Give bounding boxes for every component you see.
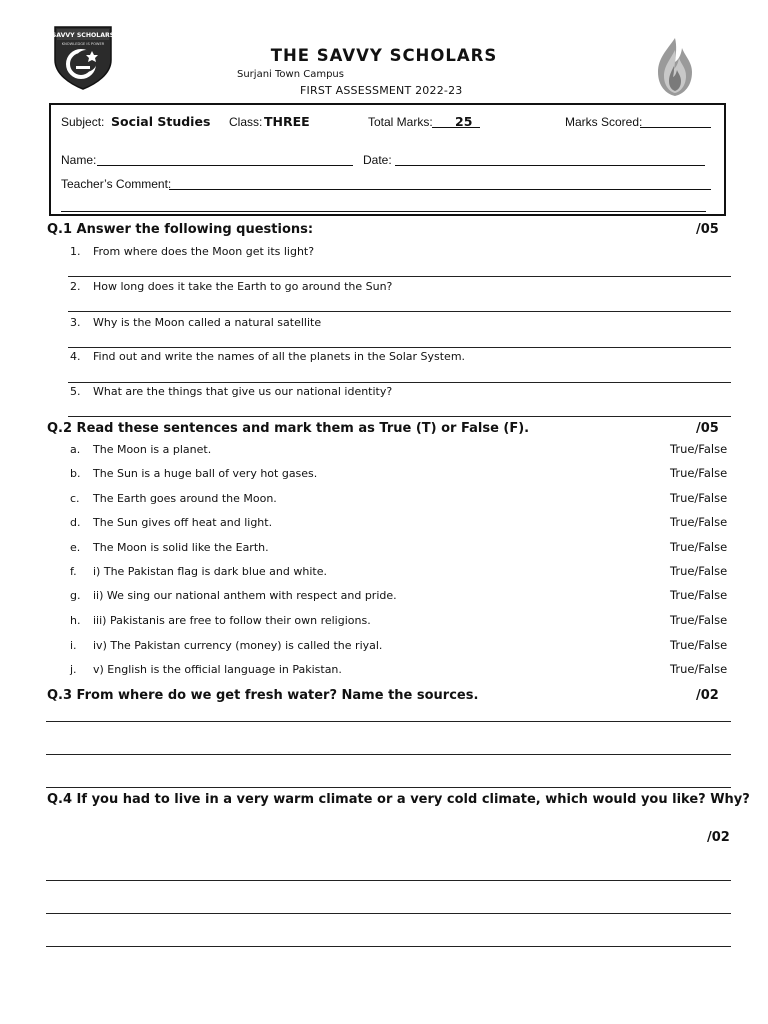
q1-heading: Q.1 Answer the following questions: — [47, 222, 314, 237]
date-label: Date: — [363, 153, 392, 167]
q2-item-g-letter: g. — [70, 589, 81, 602]
q2-marks: /05 — [696, 421, 719, 436]
q4-marks: /02 — [707, 830, 730, 845]
q2-item-a-letter: a. — [70, 443, 81, 456]
q2-item-g-answer[interactable]: True/False — [670, 588, 728, 602]
q2-item-d-answer[interactable]: True/False — [670, 515, 728, 529]
q2-item-g-text: ii) We sing our national anthem with respect and pride. — [93, 589, 397, 602]
school-name: THE SAVVY SCHOLARS — [270, 46, 498, 65]
q3-heading: Q.3 From where do we get fresh water? Name the sources. — [47, 688, 479, 703]
q3-answer-line-2[interactable] — [46, 754, 731, 755]
q2-item-j-answer[interactable]: True/False — [670, 662, 728, 676]
q2-item-i-answer[interactable]: True/False — [670, 638, 728, 652]
q1-item-3-text: Why is the Moon called a natural satellite — [93, 316, 322, 329]
q2-item-j-letter: j. — [70, 663, 77, 676]
q2-item-h-text: iii) Pakistanis are free to follow their own religions. — [93, 614, 371, 627]
q3-answer-line-1[interactable] — [46, 721, 731, 722]
q3-marks: /02 — [696, 688, 719, 703]
logo-motto: KNOWLEDGE IS POWER — [61, 42, 105, 46]
q1-answer-line-4[interactable] — [68, 382, 731, 383]
q2-item-b-letter: b. — [70, 467, 81, 480]
q2-item-a-answer[interactable]: True/False — [670, 442, 728, 456]
q2-item-b-text: The Sun is a huge ball of very hot gases. — [93, 467, 318, 480]
total-marks-label: Total Marks: — [368, 115, 433, 129]
q1-item-2-number: 2. — [70, 280, 81, 293]
q4-answer-line-3[interactable] — [46, 946, 731, 947]
q2-item-e-letter: e. — [70, 541, 81, 554]
subject-value: Social Studies — [111, 114, 211, 129]
class-label: Class: — [229, 115, 263, 129]
q2-item-f-answer[interactable]: True/False — [670, 564, 728, 578]
name-field[interactable] — [97, 165, 353, 166]
q4-answer-line-2[interactable] — [46, 913, 731, 914]
q1-answer-line-1[interactable] — [68, 276, 731, 277]
q4-answer-line-1[interactable] — [46, 880, 731, 881]
total-marks-value: 25 — [455, 114, 473, 129]
q2-item-e-text: The Moon is solid like the Earth. — [93, 541, 269, 554]
class-value: THREE — [264, 114, 310, 129]
q1-answer-line-5[interactable] — [68, 416, 731, 417]
logo-text: SAVVY SCHOLARS — [52, 32, 114, 39]
marks-scored-label: Marks Scored: — [565, 115, 643, 129]
q2-item-d-text: The Sun gives off heat and light. — [93, 516, 273, 529]
q2-item-i-text: iv) The Pakistan currency (money) is called the riyal. — [93, 639, 383, 652]
q2-item-f-text: i) The Pakistan flag is dark blue and white. — [93, 565, 327, 578]
q1-answer-line-3[interactable] — [68, 347, 731, 348]
q1-item-5-text: What are the things that give us our national identity? — [93, 385, 393, 398]
q1-item-1-number: 1. — [70, 245, 81, 258]
q2-item-a-text: The Moon is a planet. — [93, 443, 212, 456]
q1-item-4-number: 4. — [70, 350, 81, 363]
q1-item-3-number: 3. — [70, 316, 81, 329]
q3-answer-line-3[interactable] — [46, 787, 731, 788]
marks-scored-field[interactable] — [640, 127, 711, 128]
student-info-box — [49, 103, 726, 216]
q2-heading: Q.2 Read these sentences and mark them as True (T) or False (F). — [47, 421, 530, 436]
q2-item-d-letter: d. — [70, 516, 81, 529]
date-field[interactable] — [395, 165, 705, 166]
comment-field-line-2[interactable] — [61, 211, 706, 212]
comment-field[interactable] — [169, 189, 711, 190]
q1-item-4-text: Find out and write the names of all the planets in the Solar System. — [93, 350, 466, 363]
q2-item-b-answer[interactable]: True/False — [670, 466, 728, 480]
q2-item-h-letter: h. — [70, 614, 81, 627]
q2-item-c-letter: c. — [70, 492, 80, 505]
campus-name: Surjani Town Campus — [237, 69, 344, 80]
q4-heading: Q.4 If you had to live in a very warm climate or a very cold climate, which would you like? Why? — [47, 792, 750, 807]
q1-marks: /05 — [696, 222, 719, 237]
q1-item-2-text: How long does it take the Earth to go around the Sun? — [93, 280, 393, 293]
q2-item-c-answer[interactable]: True/False — [670, 491, 728, 505]
q2-item-e-answer[interactable]: True/False — [670, 540, 728, 554]
name-label: Name: — [61, 153, 97, 167]
assessment-title: FIRST ASSESSMENT 2022-23 — [300, 84, 463, 97]
q1-answer-line-2[interactable] — [68, 311, 731, 312]
comment-label: Teacher’s Comment: — [61, 177, 172, 191]
q2-item-i-letter: i. — [70, 639, 77, 652]
subject-label: Subject: — [61, 115, 105, 129]
q2-item-j-text: v) English is the official language in Pakistan. — [93, 663, 342, 676]
q2-item-h-answer[interactable]: True/False — [670, 613, 728, 627]
q2-item-c-text: The Earth goes around the Moon. — [93, 492, 277, 505]
q2-item-f-letter: f. — [70, 565, 77, 578]
q1-item-1-text: From where does the Moon get its light? — [93, 245, 315, 258]
q1-item-5-number: 5. — [70, 385, 81, 398]
